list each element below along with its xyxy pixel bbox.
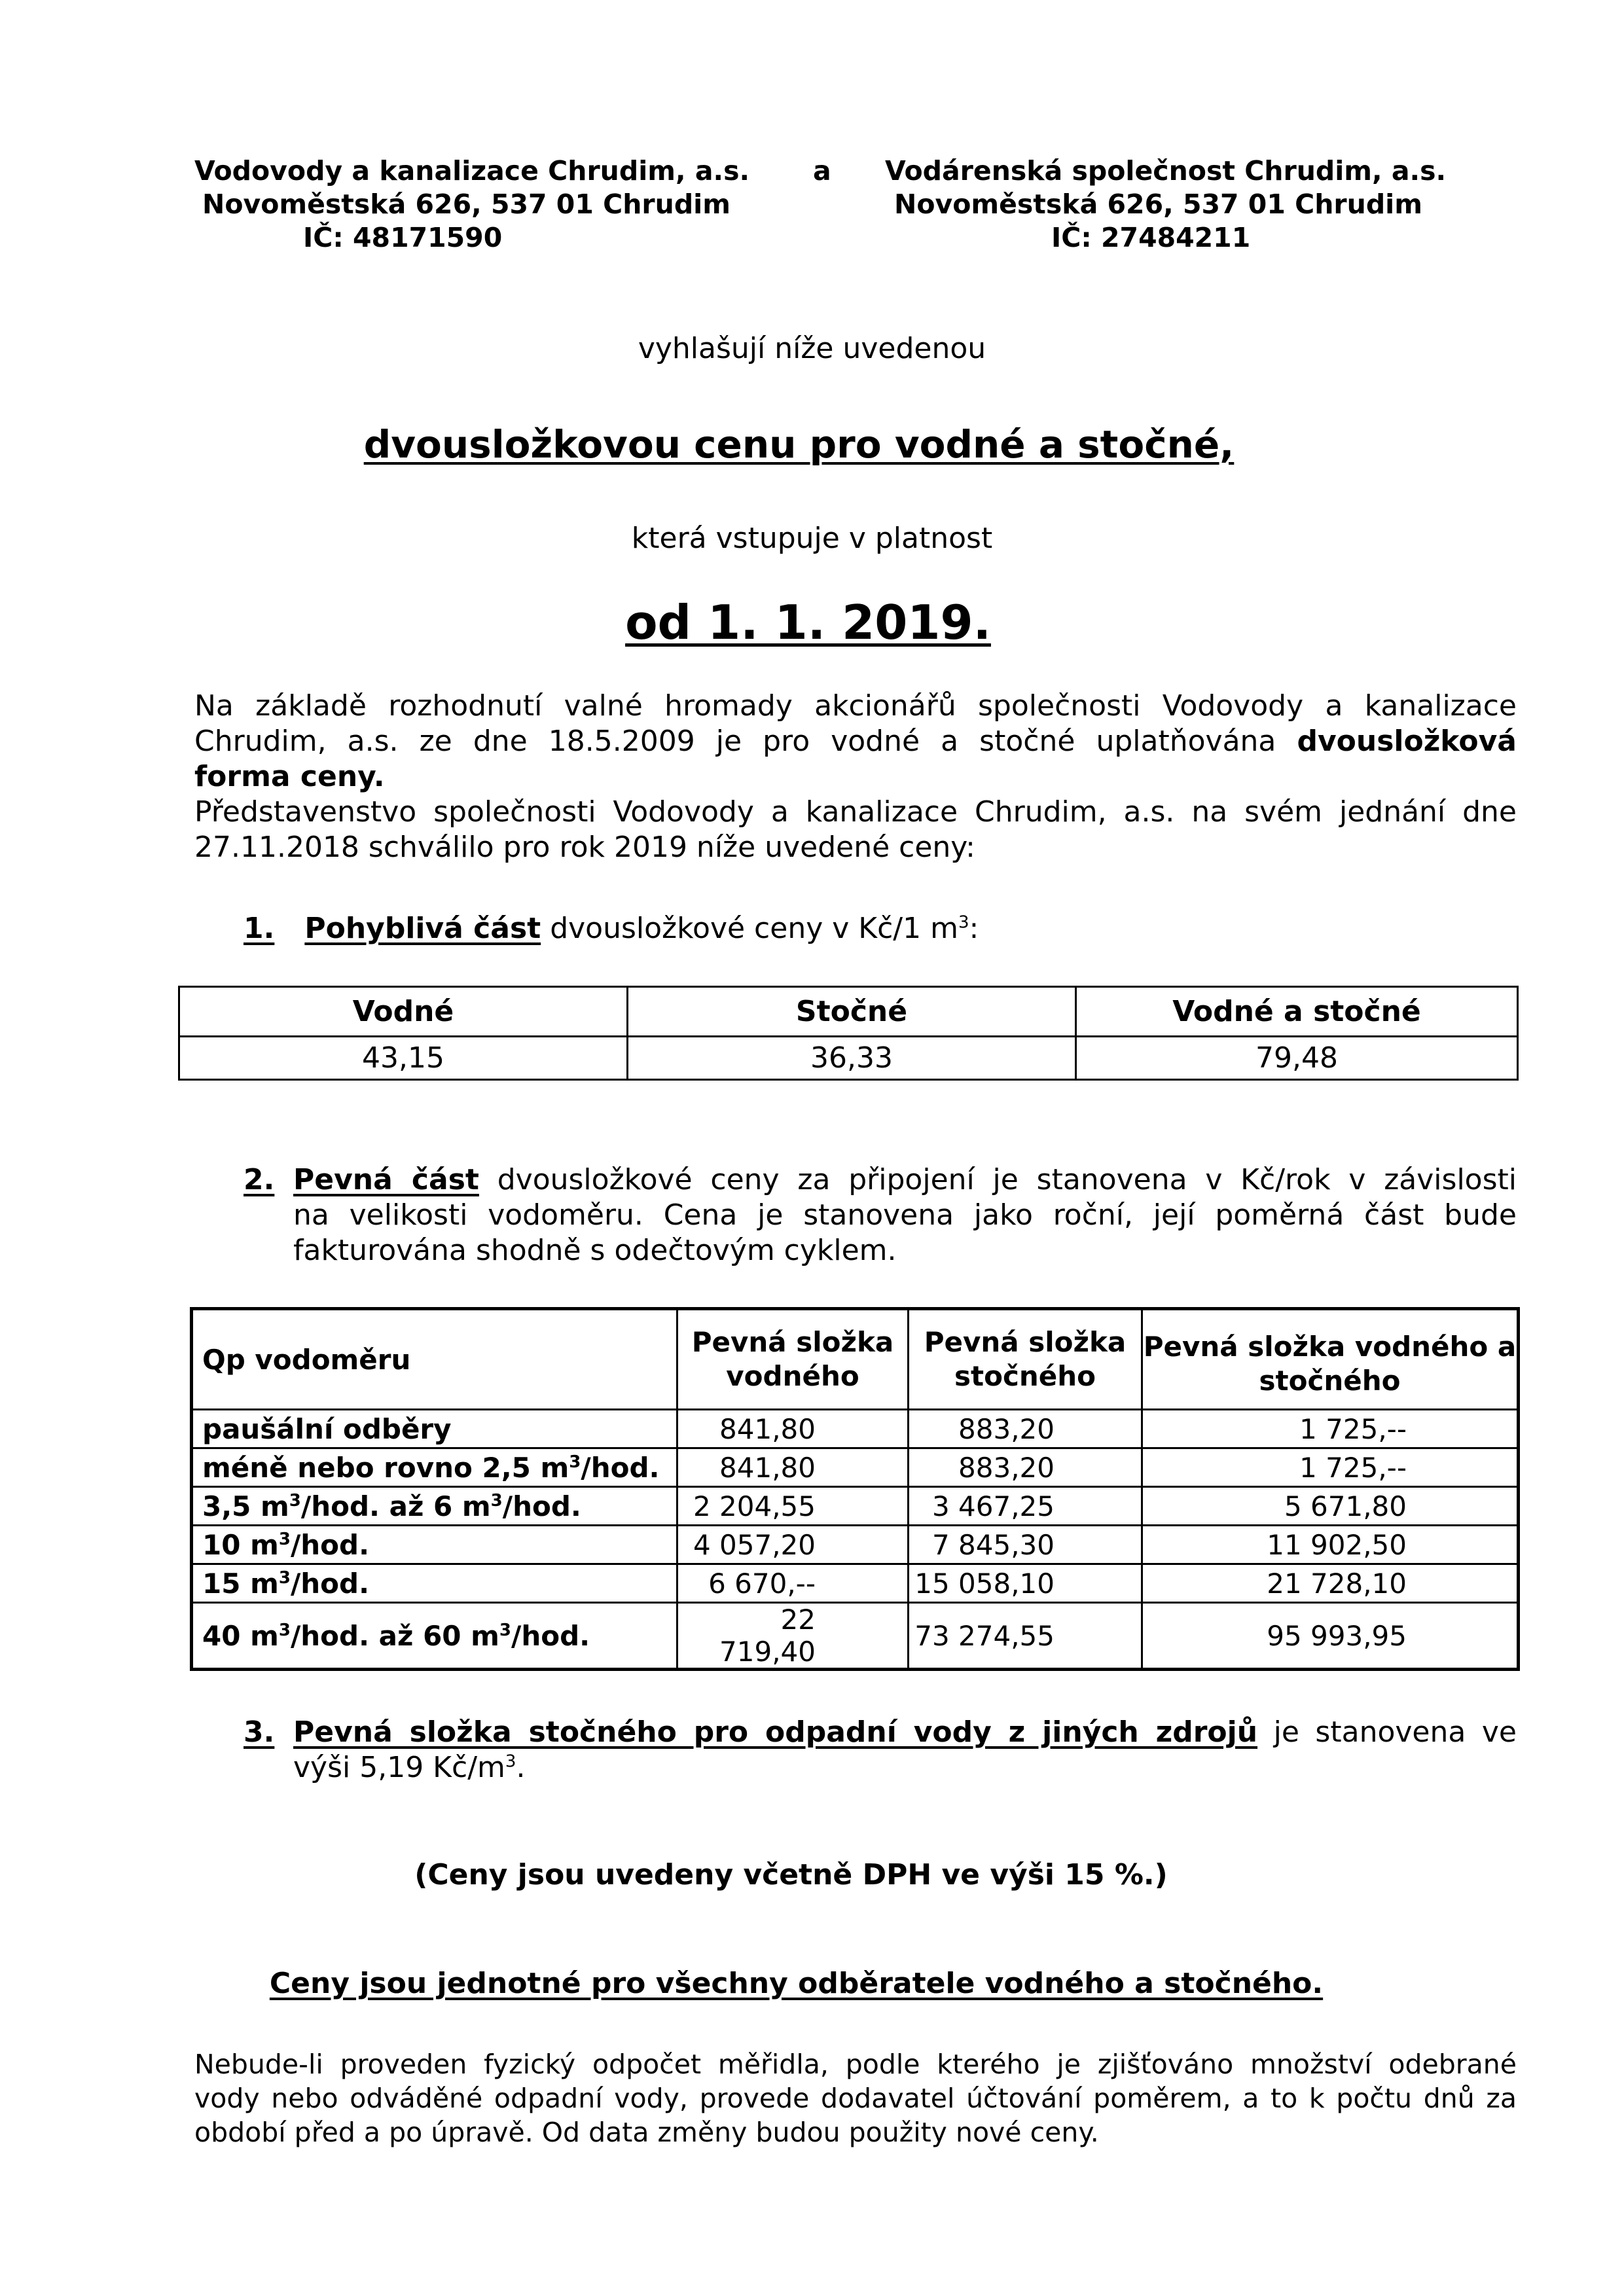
paragraph-1-line-2-text: Chrudim, a.s. ze dne 18.5.2009 je pro vodné a stočné uplatňována xyxy=(194,725,1276,758)
paragraph-2-line-2: 27.11.2018 schválilo pro rok 2019 níže uvedené ceny: xyxy=(194,831,975,864)
section-1-suffix: : xyxy=(969,912,979,945)
section-1-heading xyxy=(244,911,979,946)
paragraph-1-line-2 xyxy=(194,724,1517,759)
company-left xyxy=(194,154,749,255)
fixed-total-value: 1 725,-- xyxy=(1142,1410,1519,1448)
section-3-line-2 xyxy=(293,1750,525,1785)
table-row xyxy=(192,1410,1519,1448)
table-row xyxy=(179,987,1518,1037)
label-superscript: 3 xyxy=(499,1620,512,1640)
section-1-text: dvousložkové ceny v Kč/1 m xyxy=(550,912,958,945)
table-row xyxy=(192,1487,1519,1526)
section-3-sup: 3 xyxy=(505,1751,516,1772)
value-sewer: 36,33 xyxy=(628,1037,1076,1080)
closing-line-2: vody nebo odváděné odpadní vody, provede dodavatel účtování poměrem, a to k počtu dnů za xyxy=(194,2083,1517,2114)
label-text: 40 m xyxy=(202,1619,279,1652)
intro-line-2: která vstupuje v platnost xyxy=(631,522,993,555)
uniform-price-note: Ceny jsou jednotné pro všechny odběratele vodného a stočného. xyxy=(269,1967,1324,2000)
col-header-fixed-total: Pevná složka vodného a stočného xyxy=(1142,1309,1519,1410)
label-text: méně nebo rovno 2,5 m xyxy=(202,1451,569,1484)
label-superscript: 3 xyxy=(278,1568,291,1588)
variable-price-table xyxy=(178,986,1519,1081)
company-right xyxy=(885,154,1446,255)
label-superscript: 3 xyxy=(278,1620,291,1640)
intro-line-1: vyhlašují níže uvedenou xyxy=(638,332,986,365)
section-3-line-1 xyxy=(293,1715,1517,1750)
document-title: dvousložkovou cenu pro vodné a stočné, xyxy=(363,422,1235,467)
col-header-meter: Qp vodoměru xyxy=(192,1309,677,1410)
section-2-title: Pevná část xyxy=(293,1163,479,1196)
vat-note: (Ceny jsou uvedeny včetně DPH ve výši 15 %.) xyxy=(414,1858,1168,1892)
label-text: /hod. xyxy=(290,1528,370,1561)
section-3-title: Pevná složka stočného pro odpadní vody z jiných zdrojů xyxy=(293,1715,1258,1749)
fixed-total-value: 11 902,50 xyxy=(1142,1526,1519,1564)
meter-size-label xyxy=(192,1564,677,1603)
label-superscript: 3 xyxy=(569,1452,581,1472)
fixed-total-value: 21 728,10 xyxy=(1142,1564,1519,1603)
section-1-sup: 3 xyxy=(958,912,969,933)
fixed-water-value: 22 719,40 xyxy=(677,1603,909,1670)
company-right-ico: IČ: 27484211 xyxy=(1051,222,1251,253)
value-water: 43,15 xyxy=(179,1037,628,1080)
fixed-sewer-value: 883,20 xyxy=(909,1410,1142,1448)
fixed-total-value: 5 671,80 xyxy=(1142,1487,1519,1526)
fixed-price-table xyxy=(190,1307,1520,1671)
fixed-sewer-value: 15 058,10 xyxy=(909,1564,1142,1603)
section-3-rate: výši 5,19 Kč/m xyxy=(293,1751,505,1784)
label-text: /hod. xyxy=(502,1490,581,1522)
label-superscript: 3 xyxy=(289,1490,301,1511)
col-header-fixed-water: Pevná složka vodného xyxy=(677,1309,909,1410)
value-total: 79,48 xyxy=(1076,1037,1518,1080)
paragraph-1-line-1: Na základě rozhodnutí valné hromady akcionářů společnosti Vodovody a kanalizace xyxy=(194,689,1517,723)
fixed-water-value: 2 204,55 xyxy=(677,1487,909,1526)
meter-size-label xyxy=(192,1526,677,1564)
label-text: /hod. až 60 m xyxy=(290,1619,499,1652)
fixed-sewer-value: 883,20 xyxy=(909,1448,1142,1487)
fixed-water-value: 841,80 xyxy=(677,1410,909,1448)
company-left-address: Novoměstská 626, 537 01 Chrudim xyxy=(202,188,731,220)
section-1-title: Pohyblivá část xyxy=(304,912,541,945)
meter-size-label xyxy=(192,1448,677,1487)
section-2-number: 2. xyxy=(244,1163,275,1196)
section-3-number-wrap xyxy=(244,1715,274,1750)
section-1-number: 1. xyxy=(244,912,275,945)
section-3-number: 3. xyxy=(244,1715,275,1749)
label-text: /hod. xyxy=(290,1567,370,1600)
paragraph-1-line-3: forma ceny. xyxy=(194,760,385,793)
fixed-price-rows xyxy=(192,1410,1519,1670)
label-superscript: 3 xyxy=(490,1490,503,1511)
col-header-fixed-sewer: Pevná složka stočného xyxy=(909,1309,1142,1410)
company-left-name: Vodovody a kanalizace Chrudim, a.s. xyxy=(194,155,750,187)
fixed-sewer-value: 73 274,55 xyxy=(909,1603,1142,1670)
table-row xyxy=(192,1564,1519,1603)
label-text: 15 m xyxy=(202,1567,279,1600)
fixed-water-value: 841,80 xyxy=(677,1448,909,1487)
table-row xyxy=(192,1526,1519,1564)
paragraph-2-line-1: Představenstvo společnosti Vodovody a kanalizace Chrudim, a.s. na svém jednání dne xyxy=(194,795,1517,829)
label-text: /hod. až 6 m xyxy=(300,1490,491,1522)
table-row xyxy=(179,1037,1518,1080)
label-text: paušální odběry xyxy=(202,1412,452,1445)
section-3-line-1-text: je stanovena ve xyxy=(1273,1715,1517,1749)
section-3-suffix: . xyxy=(516,1751,526,1784)
label-text: /hod. xyxy=(581,1451,660,1484)
label-text: 10 m xyxy=(202,1528,279,1561)
section-2-line-2: na velikosti vodoměru. Cena je stanovena jako roční, její poměrná část bude xyxy=(293,1198,1517,1232)
label-text: /hod. xyxy=(511,1619,590,1652)
col-header-sewer: Stočné xyxy=(628,987,1076,1037)
paragraph-1-bold: dvousložková xyxy=(1297,725,1517,758)
meter-size-label xyxy=(192,1410,677,1448)
table-row xyxy=(192,1603,1519,1670)
meter-size-label xyxy=(192,1603,677,1670)
closing-line-3: období před a po úpravě. Od data změny budou použity nové ceny. xyxy=(194,2117,1099,2148)
col-header-total: Vodné a stočné xyxy=(1076,987,1518,1037)
section-2-line-1 xyxy=(293,1162,1517,1198)
fixed-water-value: 6 670,-- xyxy=(677,1564,909,1603)
fixed-sewer-value: 7 845,30 xyxy=(909,1526,1142,1564)
effective-date: od 1. 1. 2019. xyxy=(625,595,991,650)
fixed-sewer-value: 3 467,25 xyxy=(909,1487,1142,1526)
closing-line-1: Nebude-li proveden fyzický odpočet měřidla, podle kterého je zjišťováno množství odebrané xyxy=(194,2049,1517,2080)
fixed-water-value: 4 057,20 xyxy=(677,1526,909,1564)
col-header-water: Vodné xyxy=(179,987,628,1037)
label-text: 3,5 m xyxy=(202,1490,289,1522)
company-left-ico: IČ: 48171590 xyxy=(303,222,503,253)
section-2-line-3: fakturována shodně s odečtovým cyklem. xyxy=(293,1234,897,1267)
label-superscript: 3 xyxy=(278,1529,291,1549)
fixed-total-value: 1 725,-- xyxy=(1142,1448,1519,1487)
table-row xyxy=(192,1448,1519,1487)
section-2-line-1-text: dvousložkové ceny za připojení je stanovena v Kč/rok v závislosti xyxy=(497,1163,1517,1196)
fixed-total-value: 95 993,95 xyxy=(1142,1603,1519,1670)
company-right-address: Novoměstská 626, 537 01 Chrudim xyxy=(894,188,1422,220)
company-right-name: Vodárenská společnost Chrudim, a.s. xyxy=(885,155,1447,187)
table-row xyxy=(192,1309,1519,1410)
header-connector: a xyxy=(813,155,831,187)
meter-size-label xyxy=(192,1487,677,1526)
section-2-number-wrap xyxy=(244,1162,274,1198)
